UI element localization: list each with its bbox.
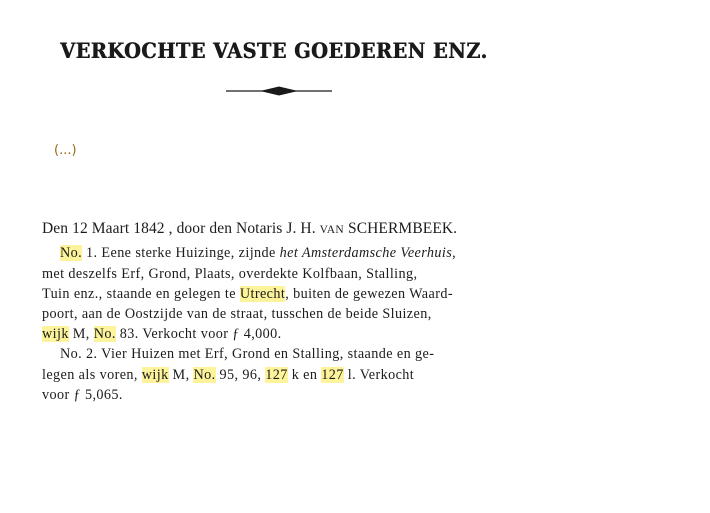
page-title: VERKOCHTE VASTE GOEDEREN ENZ. bbox=[60, 38, 488, 63]
text-line-8: voor ƒ 5,065. bbox=[42, 387, 123, 403]
highlight-no: No. bbox=[60, 245, 83, 261]
ornamental-divider bbox=[226, 85, 332, 97]
sale-heading bbox=[42, 220, 457, 238]
italic-span: het Amsterdamsche Veerhuis bbox=[279, 245, 453, 261]
highlight-no: No. bbox=[193, 367, 216, 383]
highlight-utrecht: Utrecht bbox=[239, 286, 286, 302]
text-span: l. Verkocht bbox=[343, 367, 415, 383]
text-span: M, bbox=[168, 367, 194, 383]
text-line-5 bbox=[42, 326, 282, 343]
heading-name: SCHERMBEEK. bbox=[344, 220, 458, 237]
highlight-wijk: wijk bbox=[42, 326, 69, 342]
omission-marker: (...) bbox=[54, 143, 77, 158]
text-line-1 bbox=[60, 245, 456, 262]
text-span: , bbox=[452, 245, 457, 261]
text-span: , buiten de gewezen Waard- bbox=[285, 286, 453, 302]
text-line-3 bbox=[42, 286, 453, 303]
highlight-127: 127 bbox=[321, 367, 344, 383]
heading-date-notary: Den 12 Maart 1842 , door den Notaris J. H. bbox=[42, 220, 320, 237]
heading-van: VAN bbox=[319, 224, 344, 236]
highlight-127: 127 bbox=[265, 367, 288, 383]
text-span: 1. Eene sterke Huizinge, zijnde bbox=[82, 245, 280, 261]
text-line-6: No. 2. Vier Huizen met Erf, Grond en Stalling, staande en ge- bbox=[60, 346, 435, 362]
text-span: 83. Verkocht voor ƒ 4,000. bbox=[115, 326, 282, 342]
highlight-wijk: wijk bbox=[141, 367, 169, 383]
text-line-2: met deszelfs Erf, Grond, Plaats, overdekte Kolfbaan, Stalling, bbox=[42, 266, 418, 282]
highlight-no: No. bbox=[93, 326, 116, 342]
text-line-4: poort, aan de Oostzijde van de straat, tusschen de beide Sluizen, bbox=[42, 306, 432, 322]
text-span: 95, 96, bbox=[215, 367, 266, 383]
text-span: k en bbox=[287, 367, 322, 383]
text-span: Tuin enz., staande en gelegen te bbox=[42, 286, 240, 302]
text-line-7 bbox=[42, 367, 414, 384]
text-span: M, bbox=[68, 326, 94, 342]
text-span: legen als voren, bbox=[42, 367, 142, 383]
